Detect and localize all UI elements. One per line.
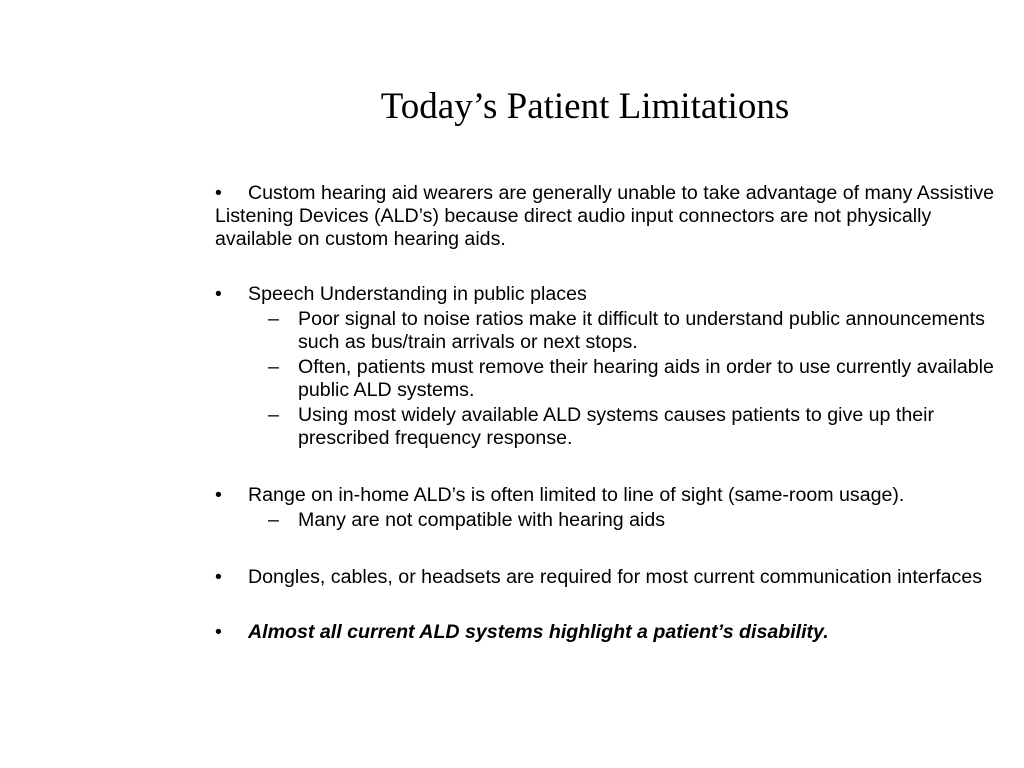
sub-bullet-item	[268, 356, 1005, 402]
bullet-item	[215, 484, 1005, 507]
bullet-mark: •	[215, 566, 222, 588]
sub-bullet-text: Using most widely available ALD systems causes patients to give up their prescribed frequency response.	[298, 404, 935, 449]
sub-bullet-text: Many are not compatible with hearing aids	[298, 509, 666, 531]
bullet-text-emphasis: Almost all current ALD systems highlight a patient’s disability.	[248, 621, 829, 643]
sub-bullet-item	[268, 308, 1005, 354]
bullet-text: Range on in-home ALD’s is often limited to line of sight (same-room usage).	[248, 484, 905, 506]
sub-bullet-text: Often, patients must remove their hearing aids in order to use currently available public ALD systems.	[298, 356, 994, 401]
slide-title: Today’s Patient Limitations	[380, 86, 790, 127]
bullet-item	[215, 621, 1005, 644]
bullet-mark: •	[215, 484, 222, 506]
sub-bullet-mark: –	[268, 308, 279, 330]
bullet-mark: •	[215, 621, 222, 643]
bullet-list	[215, 182, 1005, 644]
sub-bullet-mark: –	[268, 509, 279, 531]
bullet-item	[215, 566, 1005, 589]
sub-bullet-item	[268, 509, 1005, 532]
bullet-text: Custom hearing aid wearers are generally unable to take advantage of many Assistive Listening Devices (ALD’s) because direct audio input connectors are not physically available on custom hearing aids.	[215, 182, 995, 250]
sub-bullet-item	[268, 404, 1005, 450]
sub-bullet-mark: –	[268, 404, 279, 426]
bullet-mark: •	[215, 283, 222, 305]
bullet-item	[215, 182, 1005, 251]
bullet-text: Speech Understanding in public places	[248, 283, 587, 305]
sub-bullet-mark: –	[268, 356, 279, 378]
bullet-text: Dongles, cables, or headsets are required for most current communication interfaces	[248, 566, 983, 588]
sub-bullet-text: Poor signal to noise ratios make it difficult to understand public announcements such as bus/train arrivals or next stops.	[298, 308, 985, 353]
bullet-mark: •	[215, 182, 222, 204]
bullet-item	[215, 283, 1005, 306]
